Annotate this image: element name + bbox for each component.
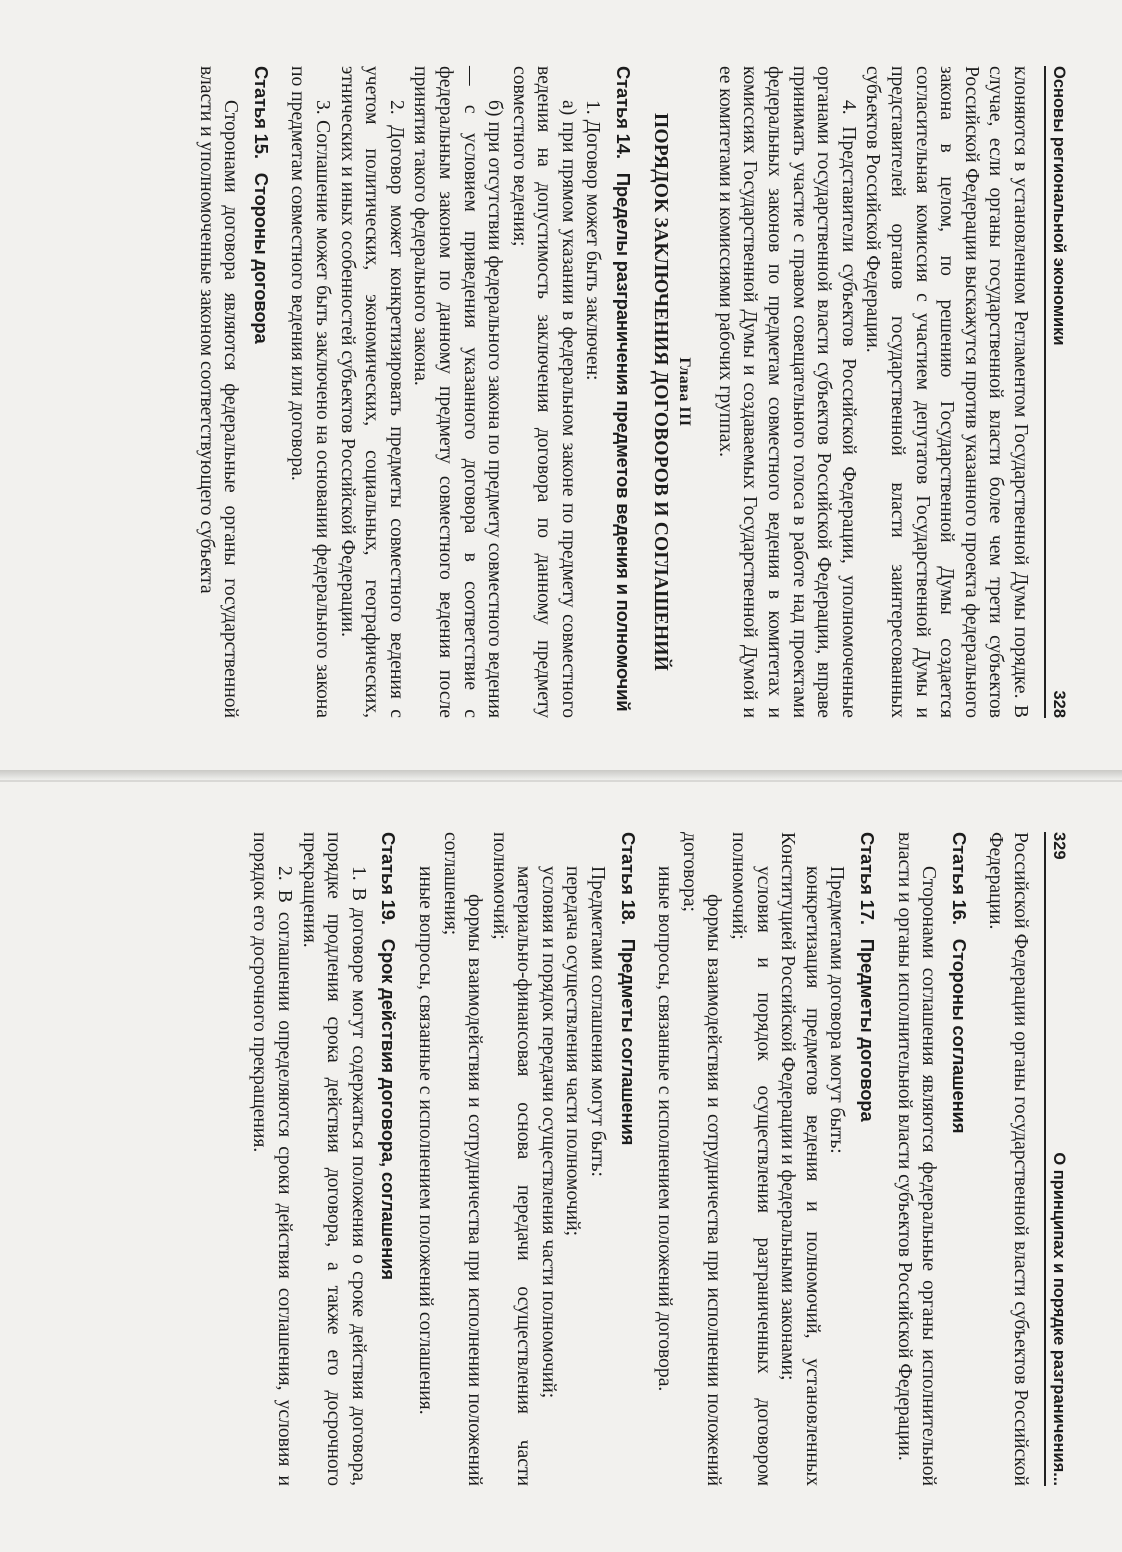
running-head-left	[1044, 66, 1068, 718]
article-title: Стороны соглашения	[948, 938, 970, 1134]
page-number: 329	[1050, 832, 1068, 860]
paragraph: Сторонами договора являются федеральные органы государственной власти и уполномоченные законом соответствующего субъекта	[195, 66, 242, 718]
paragraph: Российской Федерации органы государственной власти субъектов Российской Федерации.	[985, 832, 1031, 1486]
chapter-number: Глава III	[676, 357, 694, 427]
article-number: Статья 15.	[250, 66, 272, 159]
paragraph: 2. Договор может конкретизировать предметы совместного ведения с учетом политических, экономических, социальных, географических, этнических и иных особенностей субъектов Российской Федерации.	[336, 66, 407, 718]
paragraph: 4. Представители субъектов Российской Федерации, уполномоченные органами государственной власти субъектов Российской Федерации, вправе принимать участие с правом совещательного голоса в работе над проектами федеральных законов по предметам совместного ведения в комитетах и комиссиях Государственной Думы и создаваемых Государственной Думой и ее комитетами и комиссиями рабочих группах.	[714, 66, 859, 718]
article-number: Статья 16.	[948, 832, 970, 925]
article-heading	[615, 832, 640, 1486]
list-item: передача осуществления части полномочий;	[562, 866, 584, 1237]
right-page-body	[247, 832, 1032, 1486]
article-heading	[611, 66, 636, 718]
article-title: Стороны договора	[250, 172, 272, 344]
paragraph: Предметами соглашения могут быть:	[587, 866, 609, 1177]
article-number: Статья 18.	[617, 832, 639, 925]
paragraph: Предметами договора могут быть:	[826, 866, 848, 1154]
paragraph: 3. Соглашение может быть заключено на основании федерального закона по предметам совместного ведения или договора.	[287, 66, 333, 718]
article-title: Пределы разграничения предметов ведения и полномочий	[613, 172, 635, 712]
list-item: условия и порядок передачи осуществления части полномочий;	[537, 866, 559, 1399]
left-page-body	[193, 66, 1032, 718]
article-heading	[376, 832, 401, 1486]
list-item: материально-финансовая основа передачи осуществления части полномочий;	[488, 832, 535, 1486]
article-title: Предметы соглашения	[617, 938, 639, 1146]
paragraph: клоняются в установленном Регламентом Государственной Думы порядке. В случае, если органы государственной власти более чем трети субъектов Российской Федерации выскажутся против указанного проекта федерального закона в целом, по решению Государственной Думы создается согласительная комиссия с участием депутатов Государственной Думы и представителей органов государственной власти заинтересованных субъектов Российской Федерации.	[862, 66, 1031, 718]
header-title: О принципах и порядке разграничения...	[1050, 1152, 1068, 1486]
list-item: формы взаимодействия и сотрудничества при исполнении положений договора;	[678, 832, 725, 1486]
paragraph: 1. Договор может быть заключен:	[582, 100, 604, 381]
list-item: условия и порядок осуществления разграниченных договором полномочий;	[728, 832, 774, 1486]
paragraph: 1. В договоре могут содержаться положения о сроке действия договора, порядке продления срока действия договора, а также его досрочного прекращения.	[298, 832, 369, 1486]
chapter-title: ПОРЯДОК ЗАКЛЮЧЕНИЯ ДОГОВОРОВ И СОГЛАШЕНИЙ	[649, 112, 671, 671]
header-title: Основы региональной экономики	[1050, 66, 1068, 346]
list-item: конкретизация предметов ведения и полномочий, установленных Конституцией Российской Федерации и федеральными законами;	[777, 832, 823, 1486]
paragraph: 2. В соглашении определяются сроки действия соглашения, условия и порядок его досрочного прекращения.	[249, 832, 295, 1486]
paragraph: а) при прямом указании в федеральном законе по предмету совместного ведения на допустимость заключения договора по данному предмету совместного ведения;	[508, 66, 579, 718]
page-number: 328	[1050, 690, 1068, 718]
list-item: иные вопросы, связанные с исполнением положений договора.	[654, 866, 676, 1392]
paragraph: б) при отсутствии федерального закона по предмету совместного ведения — с условием приведения указанного договора в соответствие с федеральным законом по данному предмету совместного ведения после принятия такого федерального закона.	[410, 66, 506, 718]
chapter-heading	[647, 66, 696, 718]
paragraph: Сторонами соглашения являются федеральные органы исполнительной власти и органы исполнительной власти субъектов Российской Федерации.	[893, 832, 940, 1486]
article-title: Срок действия договора, соглашения	[378, 938, 400, 1280]
article-heading	[854, 832, 879, 1486]
article-number: Статья 19.	[378, 832, 400, 925]
article-title: Предметы договора	[857, 938, 879, 1122]
running-head-right	[1044, 832, 1068, 1486]
list-item: формы взаимодействия и сотрудничества при исполнении положений соглашения;	[439, 832, 486, 1486]
right-page	[0, 782, 1122, 1552]
article-number: Статья 17.	[857, 832, 879, 925]
article-heading	[248, 66, 273, 718]
list-item: иные вопросы, связанные с исполнением положений соглашения.	[414, 866, 436, 1415]
left-page	[0, 0, 1122, 770]
article-heading	[946, 832, 971, 1486]
article-number: Статья 14.	[613, 66, 635, 159]
